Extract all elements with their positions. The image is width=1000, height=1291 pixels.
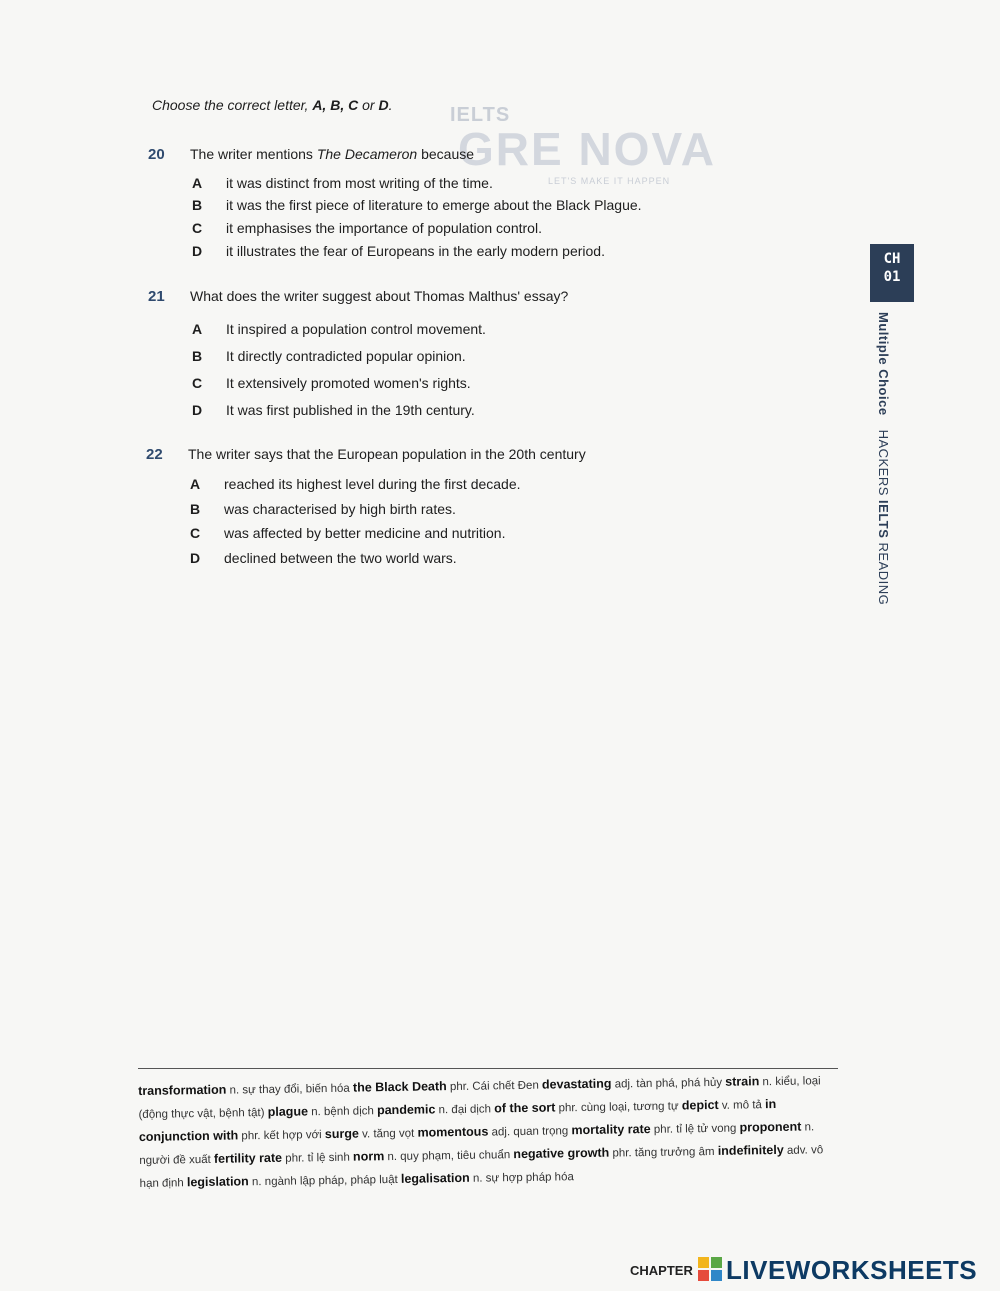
option-c[interactable] [192,375,471,391]
option-text: it was distinct from most writing of the time. [226,175,493,191]
option-letter: B [192,197,203,213]
stem-text: The writer mentions [190,146,317,162]
vocab-gloss: adv. vô hạn định [139,1144,824,1190]
vocab-gloss: phr. kết hợp với [238,1129,325,1143]
instruction-end: . [388,97,393,113]
vocab-item [353,1080,542,1095]
question-number: 22 [146,446,163,463]
vocab-gloss: n. quy phạm, tiêu chuẩn [384,1149,514,1164]
vocab-item [187,1174,401,1189]
vocab-gloss: v. tăng vọt [358,1127,418,1141]
vocab-gloss: n. sự hợp pháp hóa [469,1171,574,1185]
question-stem [190,146,474,162]
option-b[interactable] [192,197,642,213]
option-d[interactable] [192,243,605,259]
vocab-gloss: n. kiểu, loại (động thực vật, bệnh tật) [138,1075,821,1121]
option-a[interactable] [192,321,486,337]
vocab-item [377,1103,494,1117]
vocab-term: mortality rate [571,1121,651,1138]
option-letter: B [190,501,201,517]
option-text: it was the first piece of literature to emerge about the Black Plague. [226,197,642,213]
option-text: was affected by better medicine and nutrition. [224,525,506,541]
footnote-divider [138,1068,838,1069]
option-text: It was first published in the 19th century. [226,402,475,418]
option-letter: C [192,220,203,236]
vocab-gloss: n. sự thay đổi, biến hóa [226,1082,354,1097]
vocab-item [542,1077,725,1092]
vocab-term: depict [681,1097,719,1113]
instruction-last-letter: D [378,97,389,113]
vocab-gloss: adj. quan trọng [488,1125,572,1139]
option-text: reached its highest level during the first decade. [224,476,521,492]
option-a[interactable] [190,476,521,492]
vocab-item [494,1100,682,1115]
instruction-text [152,97,392,113]
vocabulary-footnote [138,1069,840,1195]
section-name: Multiple Choice [876,312,891,416]
question-number: 20 [148,146,165,163]
option-letter: D [192,402,203,418]
option-letter: C [190,525,201,541]
instruction-prefix: Choose the correct letter, [152,97,313,113]
series-name-c: READING [876,538,891,606]
vocab-term: the Black Death [352,1079,447,1095]
vocab-item [417,1125,571,1139]
chapter-tab-number: 01 [883,269,901,285]
question-22 [146,446,746,566]
option-c[interactable] [190,525,505,541]
vocab-term: strain [725,1074,760,1089]
option-letter: D [190,550,201,566]
watermark-ielts: IELTS [450,104,511,126]
option-a[interactable] [192,175,493,191]
option-letter: D [192,243,203,259]
chapter-tab [870,244,914,302]
vocab-gloss: n. ngành lập pháp, pháp luật [248,1173,402,1189]
watermark-brand: GRE NOVA [458,123,716,175]
vocab-term: of the sort [494,1100,556,1116]
option-text: It inspired a population control movement. [226,321,486,337]
option-b[interactable] [190,501,456,517]
question-stem: What does the writer suggest about Thomas Malthus' essay? [190,288,569,304]
vocab-gloss: n. bệnh dịch [307,1105,378,1119]
vocab-term: indefinitely [717,1142,784,1158]
vocab-term: norm [352,1149,385,1164]
stem-text-end: because [417,146,475,162]
vocab-gloss: phr. tỉ lệ sinh [281,1151,354,1165]
vocab-item [325,1128,418,1141]
vocab-item [513,1146,718,1161]
vocab-term: legislation [186,1174,249,1190]
vocab-gloss: phr. cùng loại, tương tự [555,1100,682,1115]
option-d[interactable] [192,402,475,418]
vocab-gloss: adj. tàn phá, phá hủy [611,1076,726,1091]
liveworksheets-logo-icon [698,1257,722,1281]
option-d[interactable] [190,550,457,566]
question-20 [148,146,748,266]
option-letter: C [192,375,203,391]
option-letter: A [190,476,201,492]
vocab-term: negative growth [513,1145,610,1162]
vocab-gloss: phr. tăng trưởng âm [609,1145,718,1160]
option-text: it illustrates the fear of Europeans in the early modern period. [226,243,605,259]
instruction-or: or [358,97,379,113]
vocab-item [401,1171,574,1186]
vocab-item [138,1083,353,1098]
vocab-term: in conjunction with [138,1096,777,1144]
footer-chapter: CHAPTER [630,1263,693,1278]
vocab-gloss: n. đại dịch [435,1103,495,1117]
vocab-term: transformation [138,1082,227,1098]
vocab-term: momentous [417,1124,489,1140]
vocab-term: legalisation [400,1170,470,1186]
series-name-b: IELTS [876,500,891,539]
option-c[interactable] [192,220,542,236]
option-text: declined between the two world wars. [224,550,457,566]
vocab-term: fertility rate [213,1150,283,1166]
question-21 [148,288,748,418]
vocab-item [353,1149,514,1164]
option-text: was characterised by high birth rates. [224,501,456,517]
instruction-letters: A, B, C [312,97,359,113]
option-letter: B [192,348,203,364]
vocab-gloss: v. mô tả [718,1099,766,1112]
stem-title: The Decameron [316,146,418,162]
vocab-item [214,1152,353,1166]
vocab-term: surge [324,1126,360,1142]
option-text: It extensively promoted women's rights. [226,375,471,391]
vocab-term: devastating [541,1076,612,1092]
vocab-item [571,1123,739,1138]
question-number: 21 [148,288,165,305]
watermark-tagline: LET'S MAKE IT HAPPEN [548,176,671,186]
vocab-gloss: n. người đề xuất [139,1121,815,1167]
vocab-term: pandemic [376,1102,436,1118]
side-running-head [876,312,891,605]
option-text: it emphasises the importance of population control. [226,220,542,236]
vocab-item [682,1099,765,1112]
vocab-term: plague [267,1104,309,1119]
option-b[interactable] [192,348,466,364]
option-text: It directly contradicted popular opinion. [226,348,466,364]
vocab-term: proponent [739,1119,802,1135]
option-letter: A [192,321,203,337]
liveworksheets-brand: LIVEWORKSHEETS [726,1255,978,1285]
vocab-item [268,1105,378,1119]
vocab-gloss: phr. Cái chết Đen [446,1079,543,1094]
chapter-tab-label: CH [883,251,901,267]
option-letter: A [192,175,203,191]
series-name-a: HACKERS [876,429,891,501]
question-stem: The writer says that the European population in the 20th century [188,446,586,462]
vocab-gloss: phr. tỉ lệ tử vong [650,1122,740,1136]
